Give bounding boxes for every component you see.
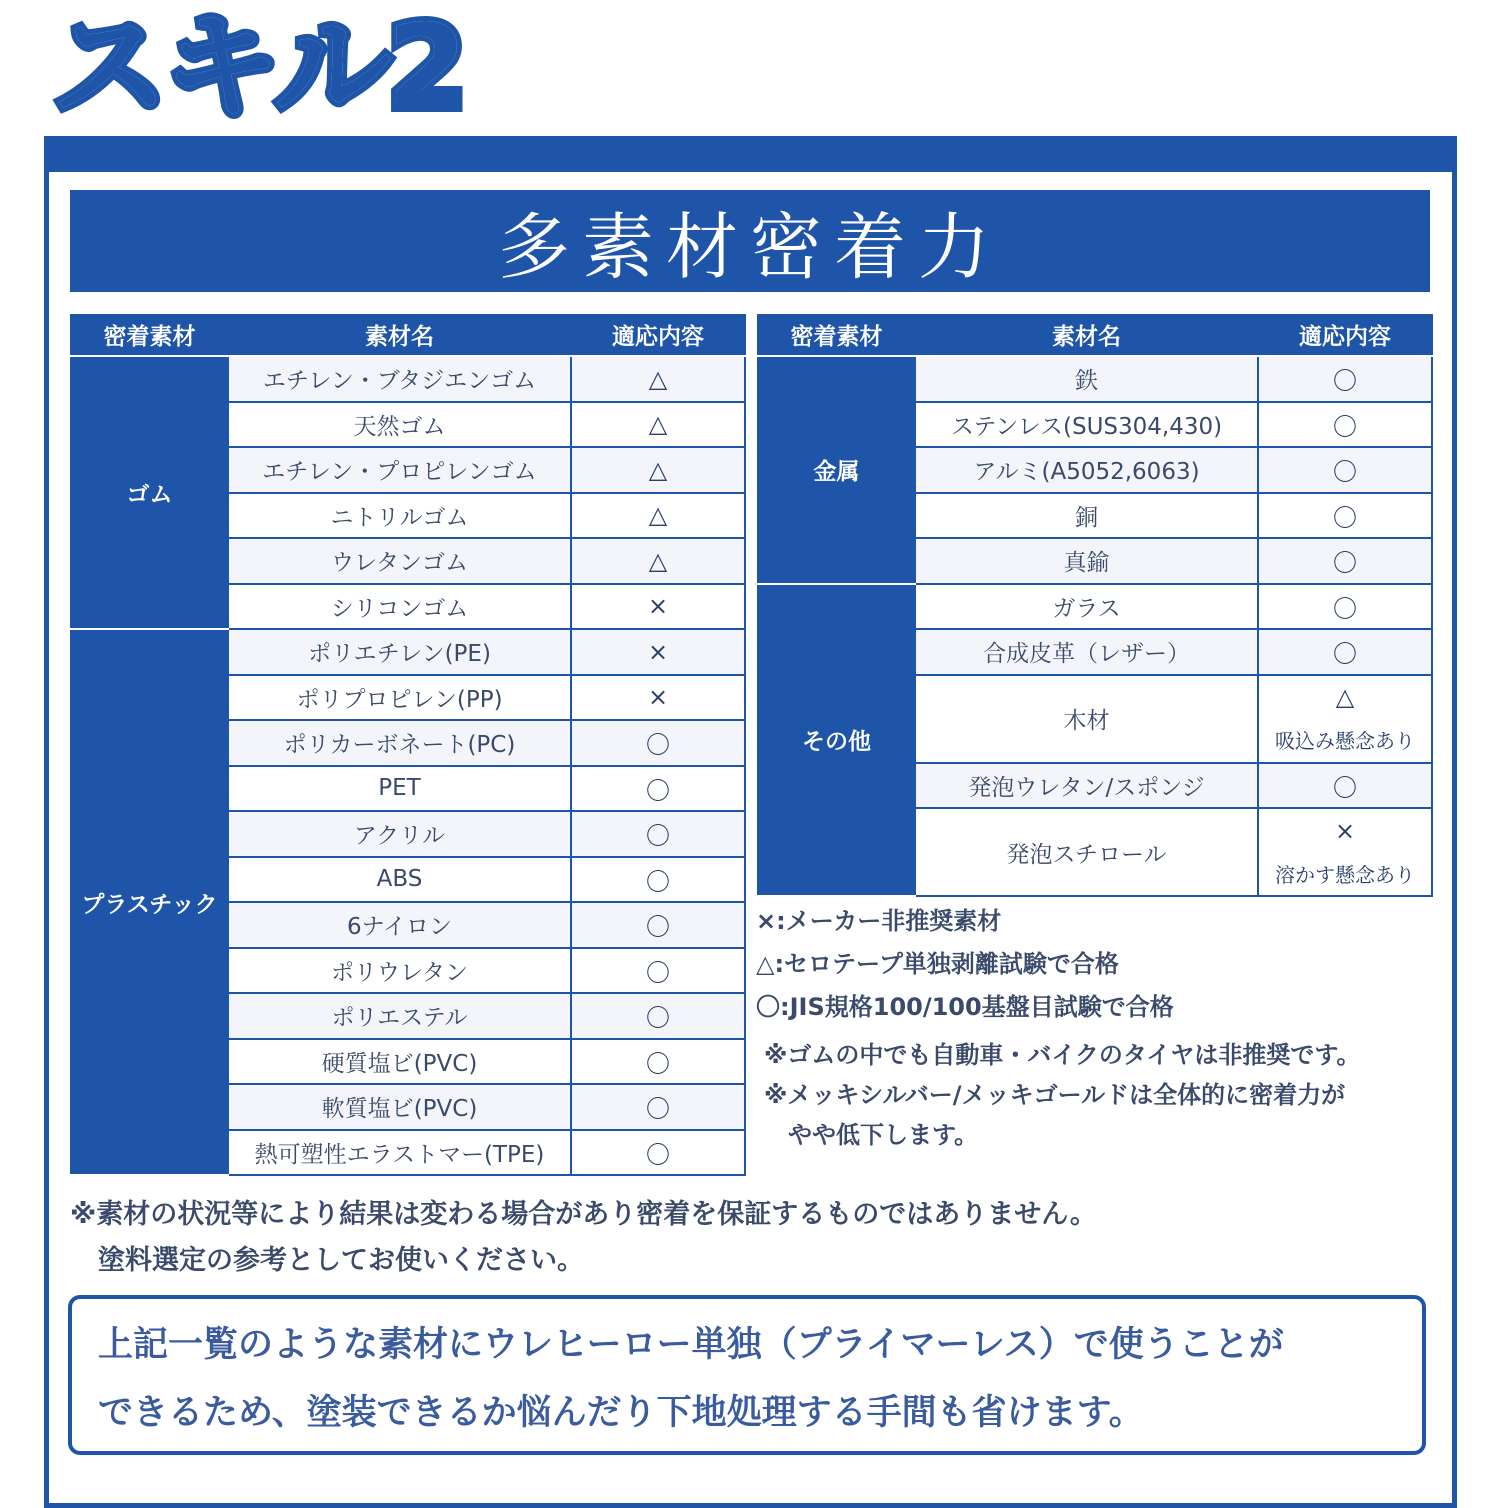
legend-triangle: △:セロテープ単独剥離試験で合格 xyxy=(756,950,1119,978)
result-cell xyxy=(1258,629,1432,675)
summary-callout xyxy=(68,1295,1426,1455)
category-cell: その他 xyxy=(758,584,915,897)
result-symbol: 〇 xyxy=(646,731,670,760)
category-cell: プラスチック xyxy=(71,629,228,1175)
result-symbol: 〇 xyxy=(646,1004,670,1033)
material-name-cell: 発泡スチロール xyxy=(915,808,1258,896)
result-symbol: △ xyxy=(1335,683,1355,711)
result-cell xyxy=(1258,356,1432,402)
result-symbol: × xyxy=(647,637,669,666)
callout-line-2: できるため、塗装できるか悩んだり下地処理する手間も省けます。 xyxy=(98,1393,1144,1433)
legend-circle: 〇:JIS規格100/100基盤目試験で合格 xyxy=(756,993,1174,1021)
result-cell xyxy=(571,675,745,721)
column-header-category: 密着素材 xyxy=(758,314,915,356)
material-name-cell: シリコンゴム xyxy=(228,584,571,630)
result-symbol: 〇 xyxy=(646,1049,670,1078)
result-symbol: 〇 xyxy=(646,913,670,942)
material-name-cell: エチレン・プロピレンゴム xyxy=(228,447,571,493)
material-name-cell: 発泡ウレタン/スポンジ xyxy=(915,763,1258,809)
result-cell xyxy=(571,948,745,994)
material-name-cell: ポリプロピレン(PP) xyxy=(228,675,571,721)
result-symbol: × xyxy=(1334,816,1356,845)
result-symbol: 〇 xyxy=(646,867,670,896)
material-name-cell: ABS xyxy=(228,857,571,903)
result-cell xyxy=(1258,808,1432,896)
table-row xyxy=(758,584,1432,630)
remark-tires: ※ゴムの中でも自動車・バイクのタイヤは非推奨です。 xyxy=(764,1041,1361,1069)
material-name-cell: 硬質塩ビ(PVC) xyxy=(228,1039,571,1085)
material-name-cell: 天然ゴム xyxy=(228,402,571,448)
material-name-cell: ポリエステル xyxy=(228,993,571,1039)
legend-remarks xyxy=(756,1035,1446,1155)
column-header-category: 密着素材 xyxy=(71,314,228,356)
result-cell xyxy=(571,902,745,948)
result-cell xyxy=(1258,402,1432,448)
material-name-cell: アルミ(A5052,6063) xyxy=(915,447,1258,493)
result-cell xyxy=(571,1084,745,1130)
result-symbol: △ xyxy=(648,410,668,439)
material-name-cell: ポリウレタン xyxy=(228,948,571,994)
material-name-cell: アクリル xyxy=(228,811,571,857)
table-row xyxy=(758,356,1432,402)
material-name-cell: ステンレス(SUS304,430) xyxy=(915,402,1258,448)
result-symbol: 〇 xyxy=(646,776,670,805)
result-symbol: 〇 xyxy=(1333,773,1357,802)
legend xyxy=(756,900,1446,1155)
result-symbol: 〇 xyxy=(646,958,670,987)
result-symbol: △ xyxy=(648,501,668,530)
result-cell xyxy=(571,993,745,1039)
material-name-cell: ニトリルゴム xyxy=(228,493,571,539)
column-header-result: 適応内容 xyxy=(1258,314,1432,356)
table-row xyxy=(71,356,745,402)
material-name-cell: エチレン・ブタジエンゴム xyxy=(228,356,571,402)
result-symbol: 〇 xyxy=(1333,367,1357,396)
callout-line-1: 上記一覧のような素材にウレヒーロー単独（プライマーレス）で使うことが xyxy=(98,1325,1284,1365)
material-name-cell: ガラス xyxy=(915,584,1258,630)
result-note: 吸込み懸念あり xyxy=(1275,729,1415,753)
result-cell xyxy=(571,493,745,539)
result-cell xyxy=(571,766,745,812)
material-name-cell: ポリエチレン(PE) xyxy=(228,629,571,675)
material-name-cell: 鉄 xyxy=(915,356,1258,402)
material-name-cell: 真鍮 xyxy=(915,538,1258,584)
result-symbol: 〇 xyxy=(1333,458,1357,487)
disclaimer xyxy=(70,1192,1097,1284)
result-cell xyxy=(571,402,745,448)
disclaimer-line-1: ※素材の状況等により結果は変わる場合があり密着を保証するものではありません。 xyxy=(70,1199,1097,1230)
remark-plating: ※メッキシルバー/メッキゴールドは全体的に密着力が xyxy=(764,1081,1346,1109)
result-cell xyxy=(1258,763,1432,809)
result-cell xyxy=(571,584,745,630)
result-symbol: △ xyxy=(648,455,668,484)
material-name-cell: 軟質塩ビ(PVC) xyxy=(228,1084,571,1130)
result-cell xyxy=(571,811,745,857)
material-name-cell: 銅 xyxy=(915,493,1258,539)
result-cell xyxy=(571,447,745,493)
result-symbol: △ xyxy=(648,364,668,393)
result-cell xyxy=(1258,538,1432,584)
column-header-material: 素材名 xyxy=(915,314,1258,356)
material-name-cell: 合成皮革（レザー） xyxy=(915,629,1258,675)
material-name-cell: 6ナイロン xyxy=(228,902,571,948)
result-symbol: △ xyxy=(648,546,668,575)
result-symbol: × xyxy=(647,683,669,712)
result-cell xyxy=(571,629,745,675)
result-symbol: 〇 xyxy=(1333,412,1357,441)
result-cell xyxy=(571,1039,745,1085)
result-symbol: 〇 xyxy=(646,1140,670,1169)
result-cell xyxy=(1258,447,1432,493)
result-symbol: 〇 xyxy=(646,822,670,851)
result-symbol: 〇 xyxy=(1333,640,1357,669)
column-header-result: 適応内容 xyxy=(571,314,745,356)
legend-cross: ×:メーカー非推奨素材 xyxy=(756,907,1002,935)
page-title: 多素材密着力 xyxy=(70,190,1430,292)
material-name-cell: ポリカーボネート(PC) xyxy=(228,720,571,766)
result-cell xyxy=(571,538,745,584)
material-name-cell: 熱可塑性エラストマー(TPE) xyxy=(228,1130,571,1176)
column-header-material: 素材名 xyxy=(228,314,571,356)
result-cell xyxy=(571,720,745,766)
material-name-cell: ウレタンゴム xyxy=(228,538,571,584)
right-materials-table xyxy=(757,314,1433,897)
result-cell xyxy=(571,356,745,402)
result-cell xyxy=(1258,675,1432,763)
result-symbol: 〇 xyxy=(1333,549,1357,578)
table-row xyxy=(71,629,745,675)
disclaimer-line-2: 塗料選定の参考としてお使いください。 xyxy=(98,1245,584,1276)
category-cell: 金属 xyxy=(758,356,915,584)
result-cell xyxy=(1258,493,1432,539)
material-name-cell: 木材 xyxy=(915,675,1258,763)
result-note: 溶かす懸念あり xyxy=(1275,862,1415,887)
category-cell: ゴム xyxy=(71,356,228,629)
result-symbol: 〇 xyxy=(646,1095,670,1124)
result-symbol: 〇 xyxy=(1333,594,1357,623)
left-materials-table xyxy=(70,314,746,1176)
material-name-cell: PET xyxy=(228,766,571,812)
result-cell xyxy=(571,857,745,903)
result-cell xyxy=(1258,584,1432,630)
result-cell xyxy=(571,1130,745,1176)
remark-plating-cont: やや低下します。 xyxy=(764,1121,979,1149)
result-symbol: × xyxy=(647,592,669,621)
result-symbol: 〇 xyxy=(1333,503,1357,532)
skill-2-logo: スキル2 xyxy=(52,0,464,135)
